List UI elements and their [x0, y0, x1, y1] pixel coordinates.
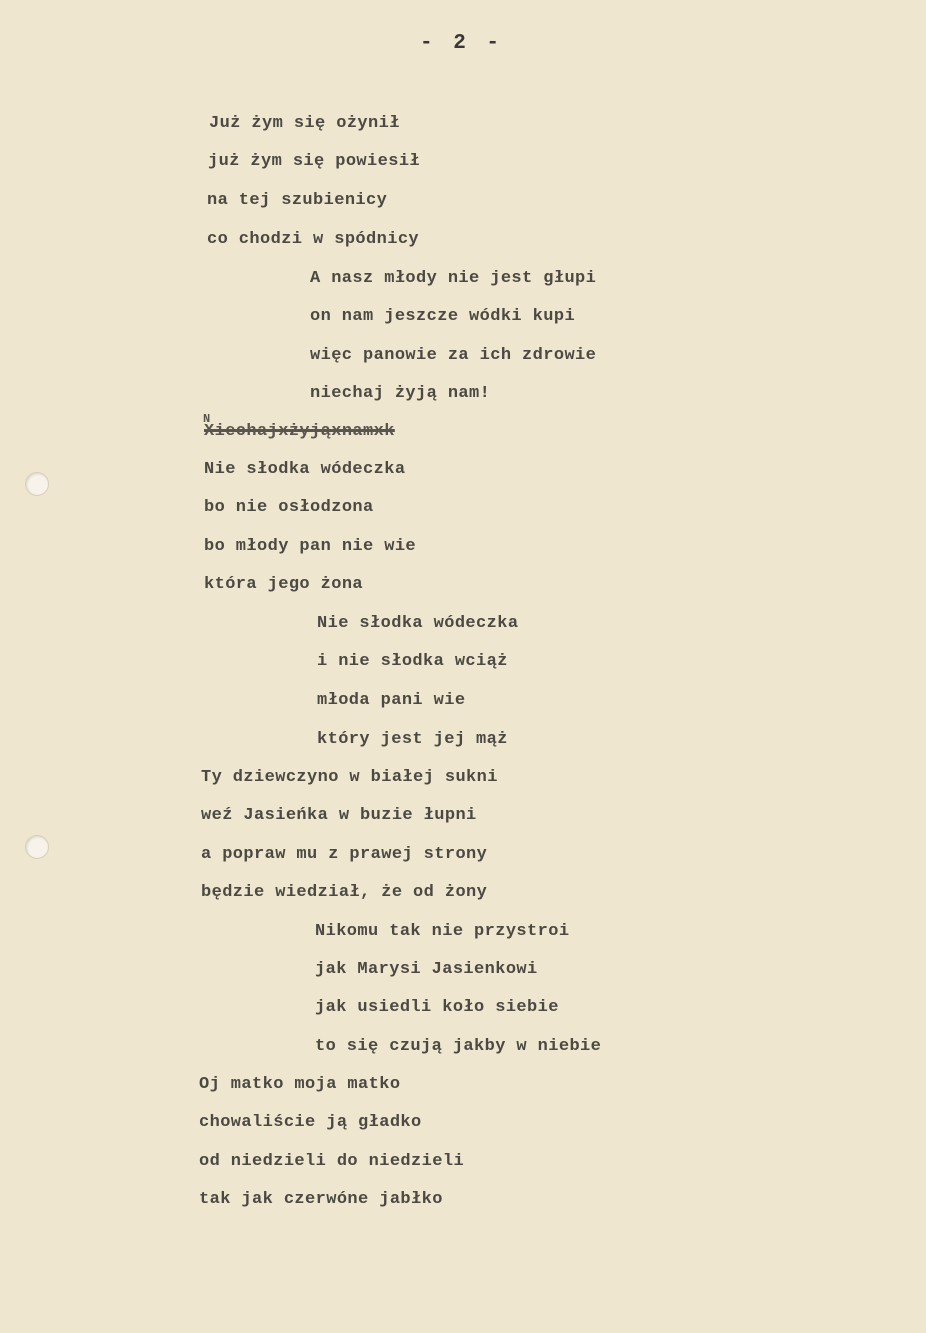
typed-correction-mark: N [203, 412, 211, 426]
verse-line: chowaliście ją gładko [199, 1113, 422, 1132]
verse-line: weź Jasieńka w buzie łupni [201, 806, 477, 825]
verse-line: która jego żona [204, 575, 364, 594]
verse-line: więc panowie za ich zdrowie [310, 346, 597, 365]
verse-line: on nam jeszcze wódki kupi [310, 307, 576, 326]
verse-line: Nie słodka wódeczka [204, 460, 406, 479]
verse-line: który jest jej mąż [317, 730, 508, 749]
verse-line: bo młody pan nie wie [204, 537, 417, 556]
struck-out-line: Xiechajxżyjąxnamxk [204, 422, 395, 441]
verse-line: Oj matko moja matko [199, 1075, 401, 1094]
verse-line: i nie słodka wciąż [317, 652, 508, 671]
verse-line: od niedzieli do niedzieli [199, 1152, 465, 1171]
verse-line: Ty dziewczyno w białej sukni [201, 768, 498, 787]
page-number: - 2 - [420, 32, 504, 55]
verse-line: na tej szubienicy [207, 191, 388, 210]
verse-line: jak usiedli koło siebie [315, 998, 559, 1017]
verse-line: Już żym się ożynił [209, 114, 400, 133]
verse-line: jak Marysi Jasienkowi [315, 960, 538, 979]
verse-line: A nasz młody nie jest głupi [310, 269, 597, 288]
verse-line: Nie słodka wódeczka [317, 614, 519, 633]
verse-line: co chodzi w spódnicy [207, 230, 420, 249]
punch-hole [25, 472, 49, 496]
verse-line: będzie wiedział, że od żony [201, 883, 488, 902]
verse-line: już żym się powiesił [208, 152, 421, 171]
verse-line: niechaj żyją nam! [310, 384, 491, 403]
verse-line: a popraw mu z prawej strony [201, 845, 488, 864]
verse-line: młoda pani wie [317, 691, 466, 710]
verse-line: Nikomu tak nie przystroi [315, 922, 570, 941]
verse-line: to się czują jakby w niebie [315, 1037, 602, 1056]
verse-line: tak jak czerwóne jabłko [199, 1190, 443, 1209]
verse-line: bo nie osłodzona [204, 498, 374, 517]
punch-hole [25, 835, 49, 859]
